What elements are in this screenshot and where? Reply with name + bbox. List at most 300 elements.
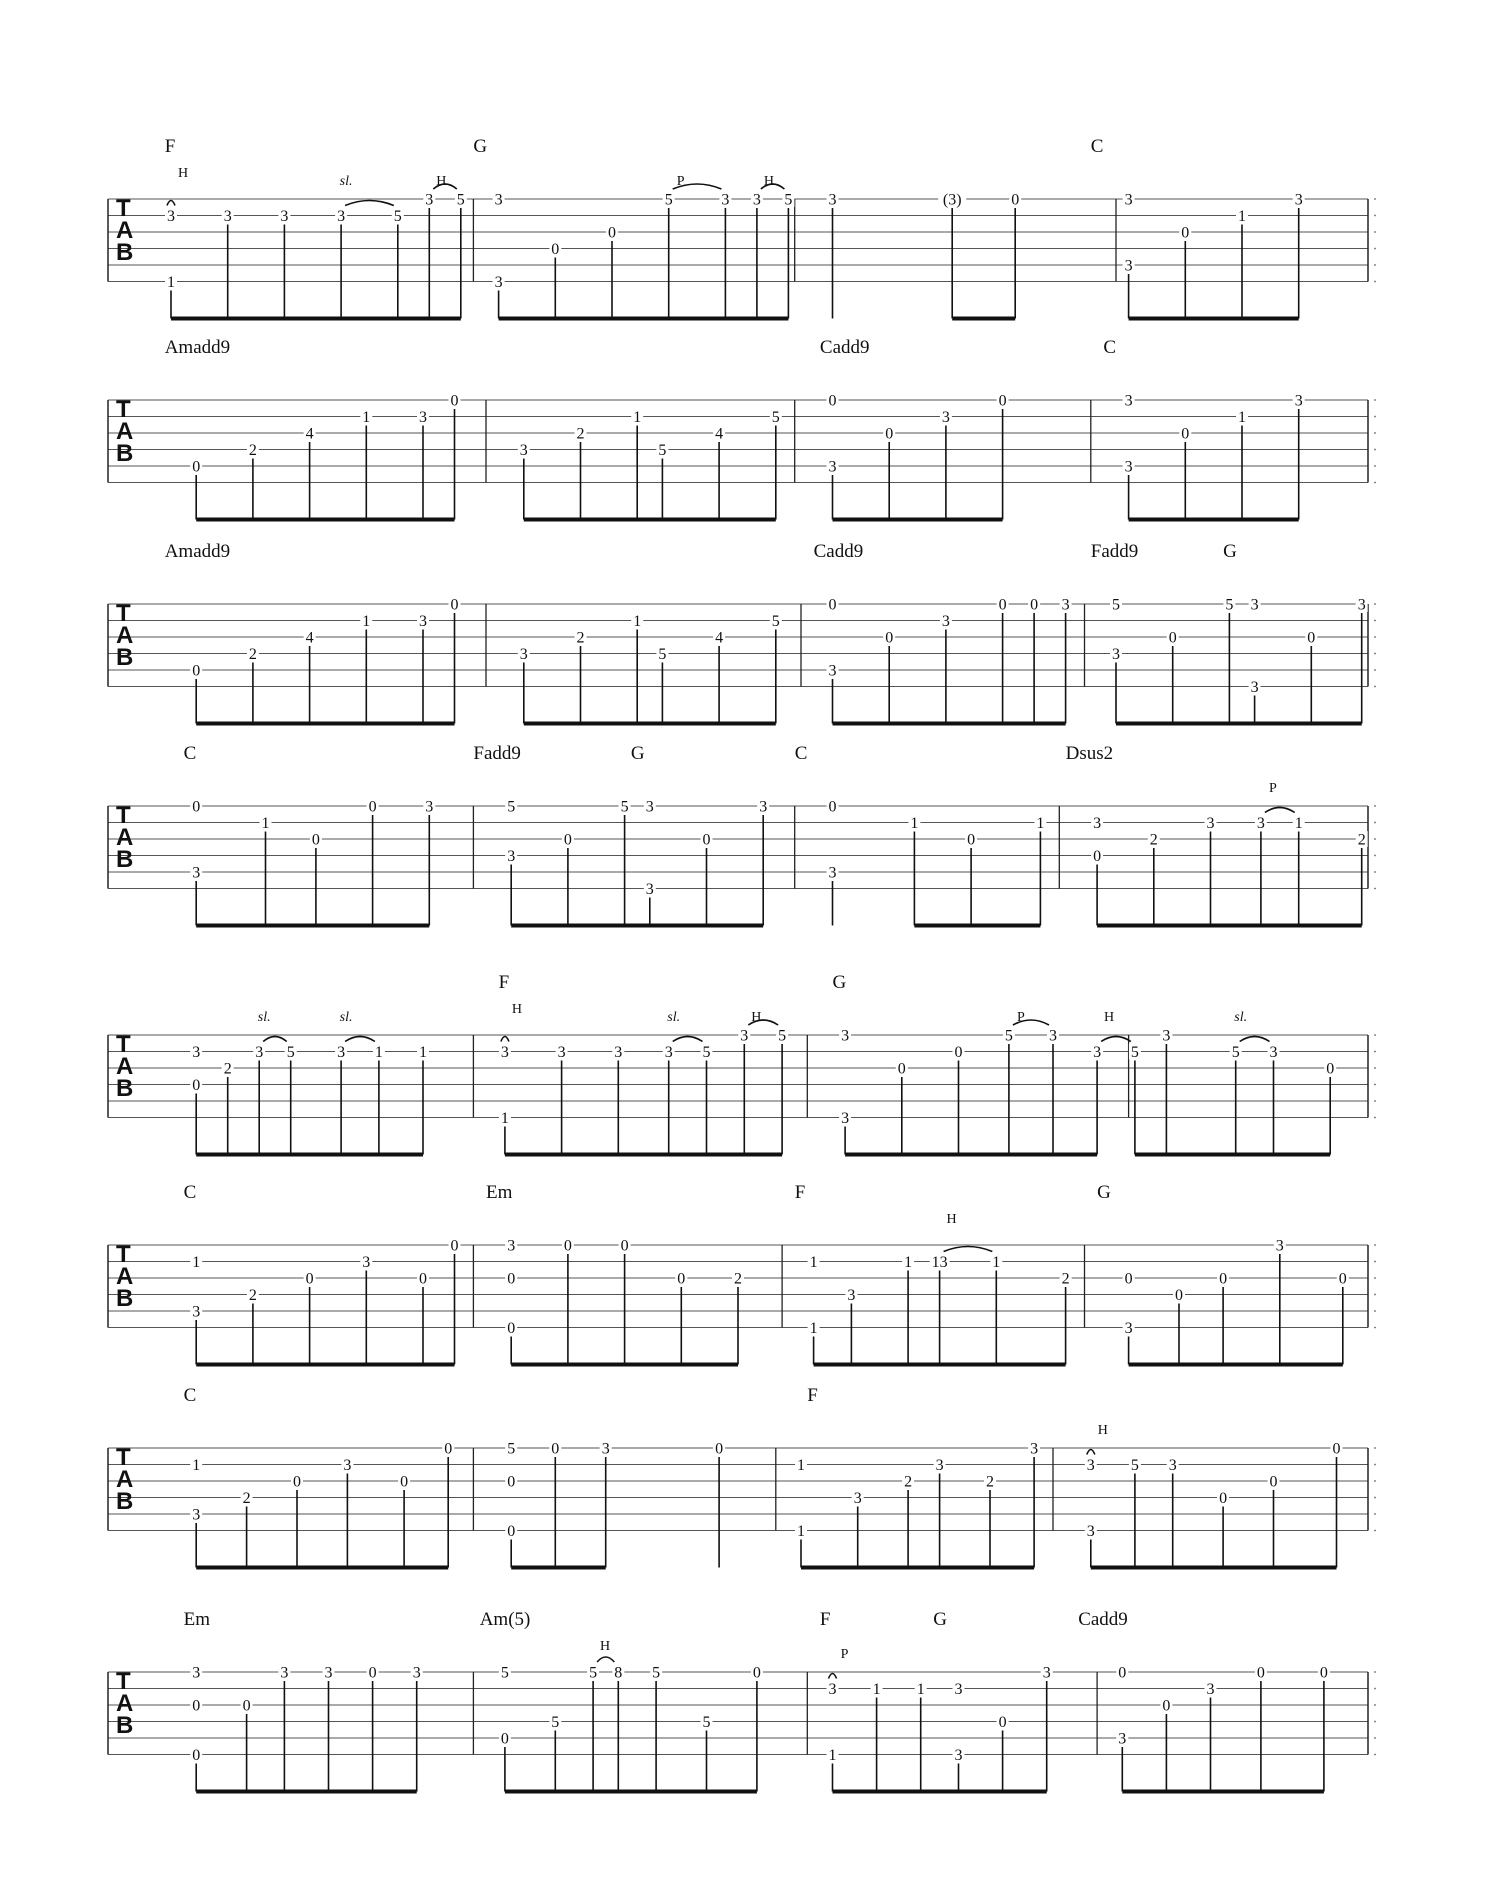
chord-name: F	[794, 1182, 806, 1203]
fret-number: 5	[393, 208, 402, 225]
fret-number: 3	[645, 798, 654, 816]
fret-number: 3	[1124, 458, 1133, 476]
fret-number: 0	[1124, 1270, 1133, 1288]
fret-number: 0	[1175, 1287, 1183, 1304]
slur-arc	[345, 1037, 375, 1042]
continuation-dot	[1374, 1117, 1376, 1119]
tab-system	[108, 972, 1376, 1155]
fret-number: 3	[1250, 596, 1259, 614]
fret-number: 5	[702, 1044, 711, 1061]
fret-number: 3	[721, 191, 730, 209]
fret-number: 1	[362, 409, 371, 426]
continuation-dot	[1374, 1480, 1376, 1482]
chord-name: C	[1090, 136, 1104, 157]
slur-arc	[597, 1657, 614, 1662]
chord-name: C	[183, 1182, 197, 1203]
chord-name: Cadd9	[1078, 1609, 1128, 1630]
fret-number: 0	[1181, 425, 1190, 443]
fret-number: 5	[1112, 596, 1120, 614]
continuation-dot	[1374, 1447, 1376, 1449]
technique-label: H	[511, 1002, 522, 1017]
fret-number: 1	[500, 1110, 509, 1127]
tab-clef-letter: B	[116, 846, 134, 873]
continuation-dot	[1374, 482, 1376, 484]
fret-number: 3	[192, 1303, 201, 1321]
chord-name: Amadd9	[164, 337, 231, 358]
fret-number: 0	[1011, 191, 1020, 209]
fret-number: 5	[1225, 596, 1234, 614]
fret-number: 3	[494, 274, 503, 291]
technique-label: P	[676, 174, 685, 189]
fret-number: 3	[759, 798, 768, 816]
fret-number: 5	[1004, 1027, 1013, 1045]
slur-arc	[345, 201, 394, 206]
tab-clef-letter: T	[116, 195, 131, 222]
fret-number: 3	[941, 409, 950, 426]
fret-number: 3	[1124, 191, 1133, 209]
fret-number: 5	[784, 191, 793, 209]
continuation-dot	[1374, 1497, 1376, 1499]
fret-number: 3	[362, 1254, 371, 1271]
fret-number: 5	[658, 442, 667, 459]
fret-number: 0	[419, 1270, 427, 1288]
fret-number: 1	[797, 1523, 805, 1540]
fret-number: 2	[223, 1060, 232, 1078]
fret-number: 0	[450, 392, 459, 410]
fret-number: 0	[192, 1077, 201, 1094]
chord-name: C	[183, 743, 197, 764]
technique-label: H	[600, 1639, 611, 1654]
chord-name: Fadd9	[1090, 541, 1139, 562]
fret-number: 3	[1206, 815, 1215, 832]
fret-number: 2	[904, 1473, 913, 1491]
fret-number: 0	[311, 831, 320, 849]
fret-number: 5	[771, 613, 780, 630]
fret-number: 3	[1030, 1440, 1039, 1458]
fret-number: 4	[715, 425, 724, 443]
fret-number: 1	[910, 815, 919, 832]
fret-number: 3	[192, 864, 201, 882]
fret-number: 3	[752, 191, 761, 209]
continuation-dot	[1374, 1100, 1376, 1102]
chord-name: F	[807, 1385, 818, 1406]
fret-number: (3)	[942, 191, 962, 209]
fret-number: 2	[1149, 831, 1158, 849]
fret-number: 1	[797, 1457, 805, 1474]
fret-number: 1	[1238, 208, 1246, 225]
fret-number: 3	[425, 798, 434, 816]
fret-number: 2	[248, 442, 257, 459]
fret-number: 3	[828, 458, 837, 476]
fret-number: 2	[248, 1287, 257, 1304]
continuation-dot	[1374, 653, 1376, 655]
chord-name: Em	[183, 1609, 210, 1630]
fret-number: 0	[400, 1473, 409, 1491]
fret-number: 0	[563, 1237, 572, 1255]
tab-system	[108, 1609, 1376, 1792]
technique-label: P	[840, 1647, 849, 1662]
fret-number: 0	[1219, 1270, 1228, 1288]
fret-number: 5	[551, 1714, 560, 1731]
fret-number: 0	[450, 1237, 459, 1255]
technique-label: sl.	[339, 174, 353, 189]
fret-number: 0	[305, 1270, 314, 1288]
fret-number: 0	[1269, 1473, 1278, 1491]
fret-number: 0	[1030, 596, 1039, 614]
fret-number: 0	[563, 831, 572, 849]
fret-number: 0	[998, 596, 1007, 614]
fret-number: 3	[1112, 646, 1120, 663]
fret-number: 3	[1162, 1027, 1171, 1045]
fret-number: 1	[872, 1681, 881, 1698]
fret-number: 0	[242, 1697, 251, 1715]
chord-name: Em	[486, 1182, 513, 1203]
fret-number: 0	[752, 1664, 761, 1682]
fret-number: 5	[652, 1664, 661, 1682]
fret-number: 0	[1256, 1664, 1265, 1682]
continuation-dot	[1374, 1067, 1376, 1069]
tab-clef-letter: T	[116, 802, 131, 829]
chord-name: F	[498, 972, 510, 993]
tab-clef-letter: T	[116, 1031, 131, 1058]
fret-number: 3	[412, 1664, 421, 1682]
fret-number: 4	[305, 425, 314, 443]
fret-number: 0	[1093, 848, 1102, 865]
fret-number: 5	[1130, 1457, 1139, 1474]
chord-name: C	[794, 743, 808, 764]
continuation-dot	[1374, 449, 1376, 451]
tab-clef-letter: T	[116, 600, 131, 627]
fret-number: 3	[337, 1044, 346, 1061]
technique-label: sl.	[257, 1010, 271, 1025]
tab-clef-letter: T	[116, 1444, 131, 1471]
slur-arc	[673, 1037, 703, 1042]
fret-number: 5	[500, 1664, 509, 1682]
fret-number: 0	[444, 1440, 453, 1458]
tab-system	[108, 1385, 1376, 1568]
fret-number: 3	[935, 1457, 944, 1474]
fret-number: 3	[419, 409, 427, 426]
slur-arc	[1087, 1450, 1095, 1455]
fret-number: 3	[192, 1664, 201, 1682]
fret-number: 3	[645, 881, 654, 898]
chord-name: F	[819, 1609, 831, 1630]
fret-number: 3	[519, 442, 528, 459]
fret-number: 3	[853, 1490, 862, 1507]
fret-number: 1	[192, 1254, 201, 1271]
fret-number: 0	[1181, 224, 1190, 242]
fret-number: 3	[1168, 1457, 1177, 1474]
fret-number: 2	[734, 1270, 742, 1288]
fret-number: 0	[500, 1730, 509, 1748]
slur-arc	[1240, 1037, 1270, 1042]
fret-number: 0	[828, 596, 837, 614]
fret-number: 0	[620, 1237, 629, 1255]
fret-number: 5	[778, 1027, 787, 1045]
fret-number: 1	[904, 1254, 913, 1271]
fret-number: 0	[967, 831, 976, 849]
fret-number: 5	[286, 1044, 295, 1061]
fret-number: 1	[633, 613, 642, 630]
continuation-dot	[1374, 432, 1376, 434]
fret-number: 5	[658, 646, 667, 663]
continuation-dot	[1374, 1530, 1376, 1532]
continuation-dot	[1374, 1688, 1376, 1690]
fret-number: 3	[1086, 1523, 1095, 1540]
fret-number: 2	[1061, 1270, 1070, 1288]
chord-name: C	[1103, 337, 1117, 358]
fret-number: 2	[576, 425, 585, 443]
continuation-dot	[1374, 1277, 1376, 1279]
technique-label: sl.	[667, 1010, 681, 1025]
fret-number: 3	[500, 1044, 509, 1061]
continuation-dot	[1374, 871, 1376, 873]
chord-name: C	[183, 1385, 197, 1406]
fret-number: 3	[664, 1044, 673, 1061]
continuation-dot	[1374, 198, 1376, 200]
tab-system	[108, 337, 1376, 520]
chord-name: Cadd9	[813, 541, 864, 562]
tab-clef-letter: A	[116, 1263, 134, 1290]
continuation-dot	[1374, 1513, 1376, 1515]
fret-number: 0	[828, 798, 837, 816]
tab-clef-letter: A	[116, 1690, 134, 1717]
tab-clef-letter: B	[116, 440, 134, 467]
continuation-dot	[1374, 1671, 1376, 1673]
fret-number: 3	[828, 1681, 837, 1698]
fret-number: 3	[507, 1237, 516, 1255]
technique-label: sl.	[339, 1010, 353, 1025]
continuation-dot	[1374, 603, 1376, 605]
continuation-dot	[1374, 838, 1376, 840]
fret-number: 3	[828, 662, 837, 680]
fret-number: 3	[1294, 191, 1303, 209]
tab-clef-letter: B	[116, 1712, 134, 1739]
continuation-dot	[1374, 465, 1376, 467]
fret-number: 1	[362, 613, 371, 630]
tab-clef-letter: A	[116, 1466, 134, 1493]
slur-arc	[1265, 808, 1295, 813]
fret-number: 0	[551, 1440, 560, 1458]
chord-name: Am(5)	[479, 1609, 531, 1630]
fret-number: 0	[368, 1664, 377, 1682]
technique-label: H	[177, 166, 189, 181]
fret-number: 3	[255, 1044, 264, 1061]
fret-number: 3	[280, 1664, 289, 1682]
continuation-dot	[1374, 1294, 1376, 1296]
fret-number: 3	[1086, 1457, 1095, 1474]
fret-number: 0	[507, 1523, 516, 1540]
continuation-dot	[1374, 1704, 1376, 1706]
fret-number: 0	[192, 1747, 201, 1764]
fret-number: 0	[1307, 629, 1316, 647]
fret-number: 3	[1061, 596, 1070, 614]
fret-number: 0	[450, 596, 459, 614]
fret-number: 3	[494, 191, 503, 209]
fret-number: 3	[1206, 1681, 1215, 1698]
fret-number: 0	[608, 224, 616, 242]
fret-number: 3	[828, 191, 837, 209]
continuation-dot	[1374, 686, 1376, 688]
fret-number: 0	[293, 1473, 301, 1491]
continuation-dot	[1374, 416, 1376, 418]
fret-number: 0	[551, 241, 560, 258]
fret-number: 5	[702, 1714, 711, 1731]
technique-label: H	[751, 1010, 762, 1025]
chord-name: G	[473, 136, 488, 157]
fret-number: 0	[998, 392, 1007, 410]
fret-number: 1	[192, 1457, 201, 1474]
fret-number: 5	[507, 1440, 516, 1458]
chord-name: Dsus2	[1065, 743, 1114, 764]
tab-system	[108, 1182, 1376, 1365]
technique-label: P	[1269, 781, 1277, 796]
fret-number: 3	[1124, 392, 1133, 410]
fret-number: 5	[664, 191, 673, 209]
fret-number: 0	[998, 1714, 1007, 1731]
fret-number: 2	[1357, 831, 1366, 849]
fret-number: 0	[677, 1270, 686, 1288]
continuation-dot	[1374, 620, 1376, 622]
continuation-dot	[1374, 1721, 1376, 1723]
fret-number: 5	[507, 798, 516, 816]
tab-clef-letter: A	[116, 622, 134, 649]
fret-number: 0	[954, 1044, 963, 1061]
continuation-dot	[1374, 231, 1376, 233]
fret-number: 0	[1319, 1664, 1328, 1682]
fret-number: 0	[828, 392, 837, 410]
fret-number: 3	[1275, 1237, 1284, 1255]
fret-number: 2	[986, 1473, 994, 1491]
fret-number: 1	[1238, 409, 1246, 426]
fret-number: 0	[1219, 1490, 1228, 1507]
continuation-dot	[1374, 1244, 1376, 1246]
fret-number: 3	[954, 1747, 963, 1764]
fret-number: 1	[809, 1254, 818, 1271]
continuation-dot	[1374, 1737, 1376, 1739]
fret-number: 5	[1130, 1044, 1139, 1061]
tab-clef-letter: T	[116, 1241, 131, 1268]
fret-number: 3	[841, 1027, 850, 1045]
fret-number: 3	[1250, 679, 1259, 696]
fret-number: 0	[1338, 1270, 1347, 1288]
tab-clef-letter: B	[116, 644, 134, 671]
continuation-dot	[1374, 1261, 1376, 1263]
tab-system	[108, 743, 1376, 926]
fret-number: 1	[633, 409, 642, 426]
continuation-dot	[1374, 1034, 1376, 1036]
fret-number: 0	[702, 831, 711, 849]
continuation-dot	[1374, 888, 1376, 890]
fret-number: 3	[1042, 1664, 1051, 1682]
slur-arc	[263, 1037, 287, 1042]
chord-name: Cadd9	[819, 337, 870, 358]
fret-number: 3	[1124, 257, 1133, 275]
fret-number: 1	[992, 1254, 1001, 1271]
chord-name: Fadd9	[473, 743, 521, 764]
fret-number: 1	[916, 1681, 925, 1698]
fret-number: 0	[507, 1270, 516, 1288]
fret-number: 0	[1332, 1440, 1341, 1458]
fret-number: 1	[374, 1044, 383, 1061]
chord-name: G	[832, 972, 847, 993]
fret-number: 3	[223, 208, 232, 225]
technique-label: H	[1104, 1010, 1115, 1025]
technique-label: H	[1097, 1423, 1108, 1438]
fret-number: 0	[885, 629, 894, 647]
continuation-dot	[1374, 1754, 1376, 1756]
chord-name: F	[164, 136, 176, 157]
fret-number: 3	[941, 613, 950, 630]
fret-number: 3	[740, 1027, 749, 1045]
technique-label: sl.	[1234, 1010, 1248, 1025]
fret-number: 3	[1269, 1044, 1278, 1061]
fret-number: 1	[1036, 815, 1045, 832]
technique-label: H	[763, 174, 774, 189]
fret-number: 0	[192, 1697, 201, 1715]
fret-number: 3	[847, 1287, 856, 1304]
fret-number: 3	[192, 1506, 201, 1524]
continuation-dot	[1374, 805, 1376, 807]
tab-clef-letter: B	[116, 239, 134, 266]
technique-label: H	[946, 1212, 957, 1227]
fret-number: 4	[715, 629, 724, 647]
fret-number: 0	[192, 798, 201, 816]
fret-number: 0	[715, 1440, 724, 1458]
continuation-dot	[1374, 636, 1376, 638]
continuation-dot	[1374, 669, 1376, 671]
fret-number: 2	[242, 1490, 251, 1507]
fret-number: 3	[828, 864, 837, 882]
continuation-dot	[1374, 855, 1376, 857]
fret-number: 0	[897, 1060, 906, 1078]
chord-name: G	[1223, 541, 1237, 562]
fret-number: 3	[1294, 392, 1303, 410]
fret-number: 3	[519, 646, 528, 663]
continuation-dot	[1374, 1310, 1376, 1312]
fret-number: 3	[1124, 1320, 1133, 1337]
fret-number: 5	[620, 798, 629, 816]
continuation-dot	[1374, 1084, 1376, 1086]
fret-number: 1	[261, 815, 270, 832]
fret-number: 0	[1162, 1697, 1171, 1715]
slur-arc	[501, 1037, 509, 1042]
chord-name: G	[630, 743, 645, 764]
continuation-dot	[1374, 215, 1376, 217]
slur-arc	[944, 1247, 993, 1252]
technique-label: P	[1017, 1010, 1025, 1025]
chord-name: G	[933, 1609, 948, 1630]
tab-clef-letter: A	[116, 1053, 134, 1080]
fret-number: 3	[343, 1457, 352, 1474]
fret-number: 3	[507, 848, 516, 865]
tab-clef-letter: B	[116, 1488, 134, 1515]
fret-number: 0	[885, 425, 894, 443]
fret-number: 0	[507, 1473, 516, 1491]
fret-number: 0	[192, 662, 201, 680]
fret-number: 3	[954, 1681, 963, 1698]
continuation-dot	[1374, 1051, 1376, 1053]
fret-number: 0	[1326, 1060, 1335, 1078]
fret-number: 8	[614, 1664, 623, 1682]
tab-clef-letter: T	[116, 396, 131, 423]
tab-clef-letter: B	[116, 1285, 134, 1312]
fret-number: 0	[1168, 629, 1177, 647]
tab-system	[108, 136, 1376, 319]
fret-number: 3	[337, 208, 346, 225]
continuation-dot	[1374, 822, 1376, 824]
fret-number: 0	[192, 458, 201, 476]
